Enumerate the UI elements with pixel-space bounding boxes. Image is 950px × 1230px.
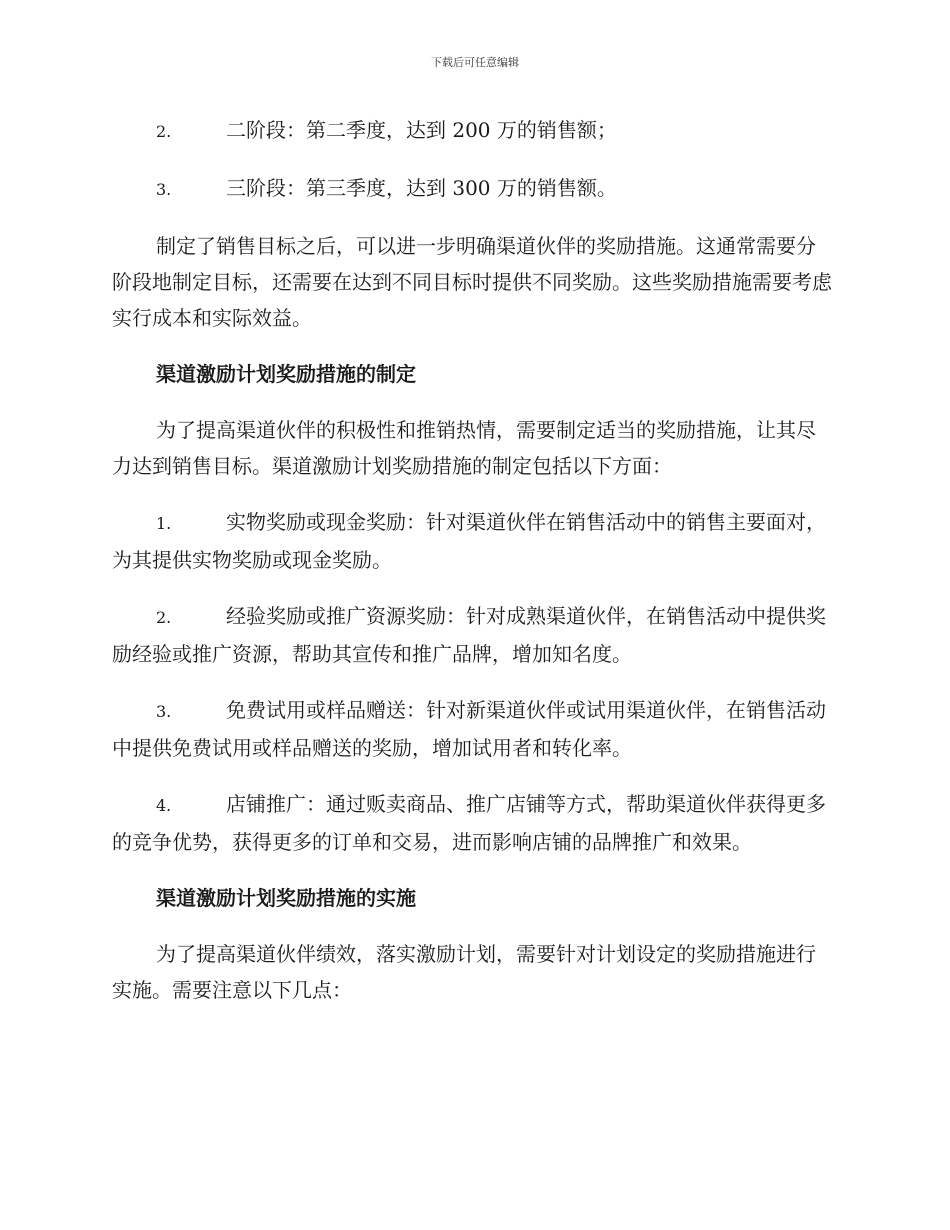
paragraph: 为了提高渠道伙伴的积极性和推销热情，需要制定适当的奖励措施，让其尽力达到销售目标。渠道激励计划奖励措施的制定包括以下方面： [112,418,816,478]
list-text: 免费试用或样品赠送：针对新渠道伙伴或试用渠道伙伴，在销售活动中提供免费试用或样品赠送的奖励，增加试用者和转化率。 [112,698,826,760]
list-number: 3. [156,180,172,199]
list-number: 2. [156,122,172,141]
list-item [112,504,834,578]
list-text: 二阶段：第二季度，达到 200 万的销售额； [226,118,617,142]
page-header: 下载后可任意编辑 [431,56,519,69]
list-item [112,786,834,860]
list-text: 三阶段：第三季度，达到 300 万的销售额。 [226,176,617,200]
paragraph: 为了提高渠道伙伴绩效，落实激励计划，需要针对计划设定的奖励措施进行实施。需要注意以下几点： [112,942,816,1002]
section-heading: 渠道激励计划奖励措施的实施 [156,886,416,910]
list-number: 3. [156,702,172,721]
list-text: 经验奖励或推广资源奖励：针对成熟渠道伙伴，在销售活动中提供奖励经验或推广资源，帮助其宣传和推广品牌，增加知名度。 [112,604,826,666]
list-item [112,112,834,150]
section-heading: 渠道激励计划奖励措施的制定 [156,362,416,386]
list-number: 2. [156,608,172,627]
list-text: 实物奖励或现金奖励：针对渠道伙伴在销售活动中的销售主要面对，为其提供实物奖励或现金奖励。 [112,510,826,572]
paragraph: 制定了销售目标之后，可以进一步明确渠道伙伴的奖励措施。这通常需要分阶段地制定目标，还需要在达到不同目标时提供不同奖励。这些奖励措施需要考虑实行成本和实际效益。 [112,234,832,330]
list-number: 1. [156,514,172,533]
list-item [112,692,834,766]
list-number: 4. [156,796,172,815]
list-item [112,598,834,672]
list-text: 店铺推广：通过贩卖商品、推广店铺等方式，帮助渠道伙伴获得更多的竞争优势，获得更多的订单和交易，进而影响店铺的品牌推广和效果。 [112,792,826,854]
document-body [112,112,834,1028]
list-item [112,170,834,208]
